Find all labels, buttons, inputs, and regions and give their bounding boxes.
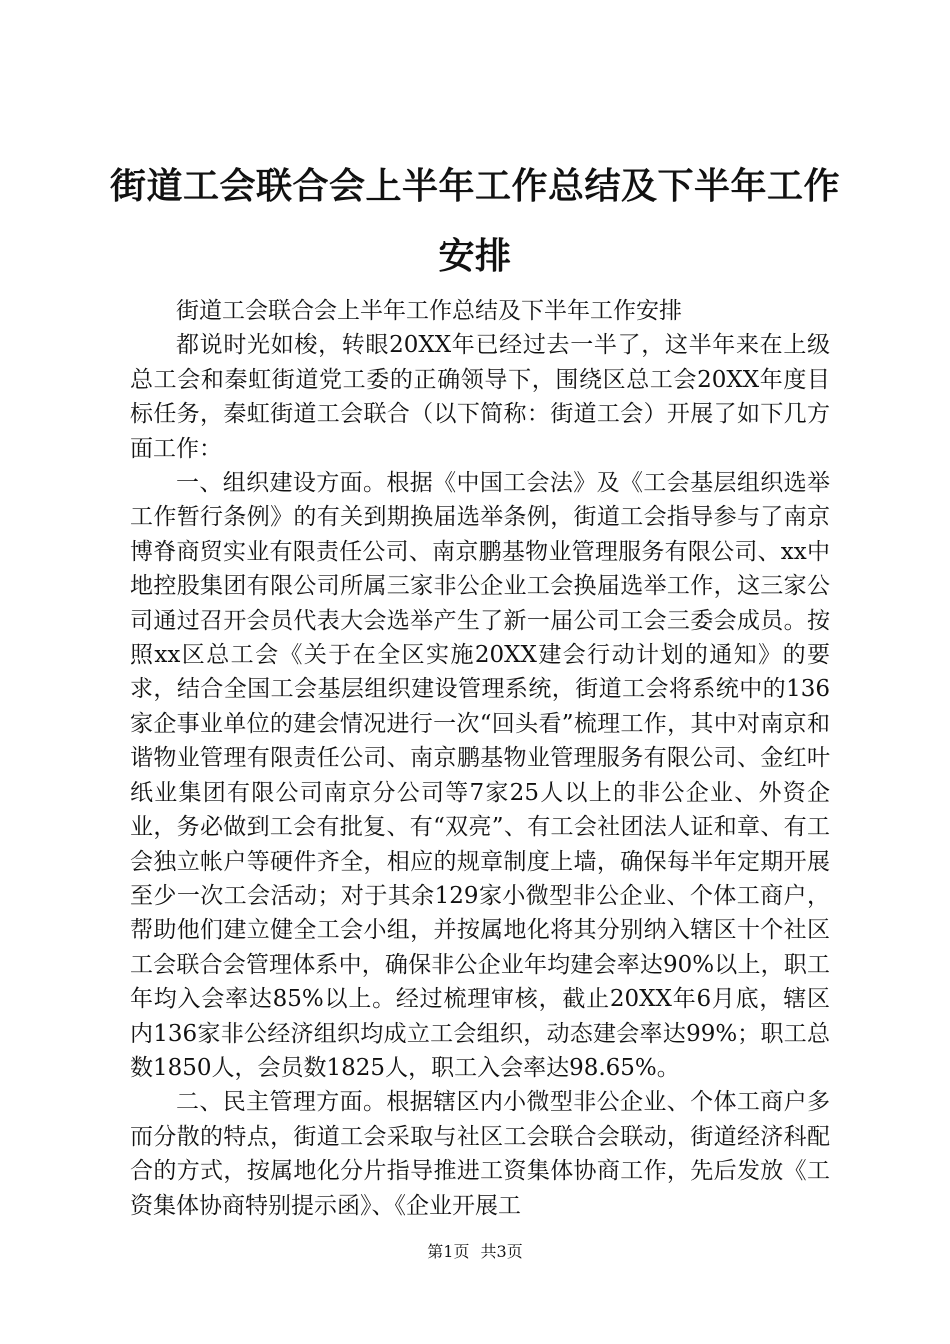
paragraph-intro: 都说时光如梭，转眼20XX年已经过去一半了，这半年来在上级总工会和秦虹街道党工委的正确领导下，围绕区总工会20XX年度目标任务，秦虹街道工会联合（以下简称：街道工会）开展了如下几方面工作： [130,332,830,462]
paragraph-subtitle: 街道工会联合会上半年工作总结及下半年工作安排 [176,298,682,324]
paragraph-organization: 一、组织建设方面。根据《中国工会法》及《工会基层组织选举工作暂行条例》的有关到期换届选举条例，街道工会指导参与了南京博脊商贸实业有限责任公司、南京鹏基物业管理服务有限公司、xx中地控股集团有限公司所属三家非公企业工会换届选举工作，这三家公司通过召开会员代表大会选举产生了新一届公司工会三委会成员。按照xx区总工会《关于在全区实施20XX建会行动计划的通知》的要求，结合全国工会基层组织建设管理系统，街道工会将系统中的136家企事业单位的建会情况进行一次“回头看”梳理工作，其中对南京和谐物业管理有限责任公司、南京鹏基物业管理服务有限公司、金红叶纸业集团有限公司南京分公司等7家25人以上的非公企业、外资企业，务必做到工会有批复、有“双亮”、有工会社团法人证和章、有工会独立帐户等硬件齐全，相应的规章制度上墙，确保每半年定期开展至少一次工会活动；对于其余129家小微型非公企业、个体工商户，帮助他们建立健全工会小组，并按属地化将其分别纳入辖区十个社区工会联合会管理体系中，确保非公企业年均建会率达90%以上，职工年均入会率达85%以上。经过梳理审核，截止20XX年6月底，辖区内136家非公经济组织均成立工会组织，动态建会率达99%；职工总数1850人，会员数1825人，职工入会率达98.65%。 [130,470,830,1081]
document-body [130,294,830,1223]
paragraph-democratic-management: 二、民主管理方面。根据辖区内小微型非公企业、个体工商户多而分散的特点，街道工会采取与社区工会联合会联动，街道经济科配合的方式，按属地化分片指导推进工资集体协商工作，先后发放《工资集体协商特别提示函》、《企业开展工 [130,1089,830,1219]
page-footer [0,1242,950,1262]
document-title: 街道工会联合会上半年工作总结及下半年工作安排 [110,166,841,277]
page-total: 共3页 [480,1242,523,1261]
page-number: 第1页 [427,1242,470,1261]
